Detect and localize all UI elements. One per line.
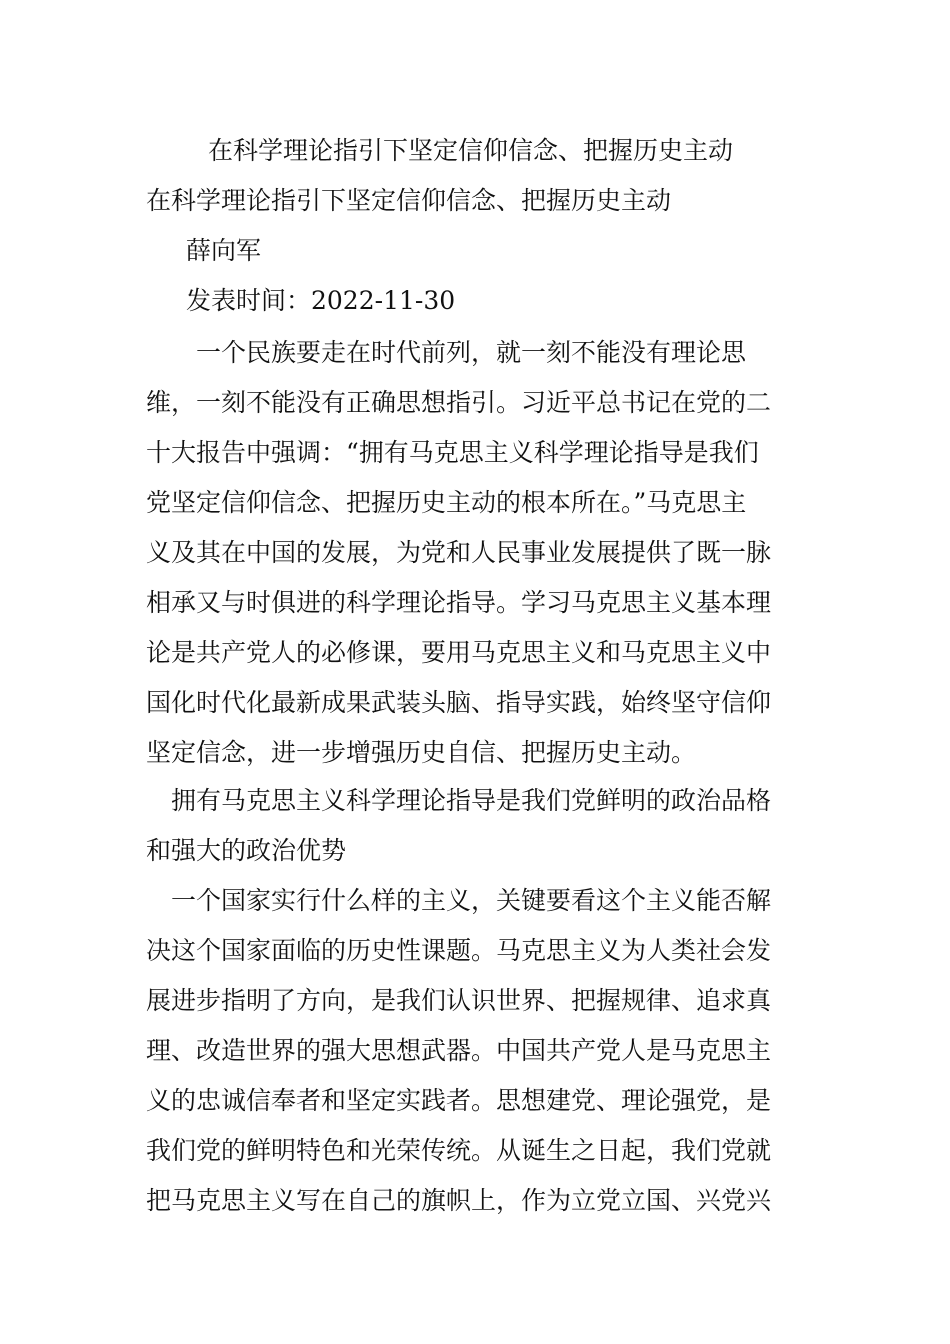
body-line: 党坚定信仰信念、把握历史主动的根本所在。”马克思主 bbox=[146, 488, 747, 517]
body-line: 坚定信念，进一步增强历史自信、把握历史主动。 bbox=[146, 738, 697, 767]
body-line: 义的忠诚信奉者和坚定实践者。思想建党、理论强党，是 bbox=[146, 1086, 772, 1115]
section-heading-line: 拥有马克思主义科学理论指导是我们党鲜明的政治品格 bbox=[146, 786, 772, 815]
document-title: 在科学理论指引下坚定信仰信念、把握历史主动 bbox=[208, 136, 734, 165]
body-line: 决这个国家面临的历史性课题。马克思主义为人类社会发 bbox=[146, 936, 772, 965]
document-subtitle: 在科学理论指引下坚定信仰信念、把握历史主动 bbox=[146, 186, 672, 215]
body-line: 十大报告中强调：“拥有马克思主义科学理论指导是我们 bbox=[146, 438, 759, 467]
body-line: 维，一刻不能没有正确思想指引。习近平总书记在党的二 bbox=[146, 388, 772, 417]
body-line: 一个国家实行什么样的主义，关键要看这个主义能否解 bbox=[146, 886, 772, 915]
body-line: 国化时代化最新成果武装头脑、指导实践，始终坚守信仰 bbox=[146, 688, 772, 717]
body-line: 把马克思主义写在自己的旗帜上，作为立党立国、兴党兴 bbox=[146, 1186, 772, 1215]
body-line: 展进步指明了方向，是我们认识世界、把握规律、追求真 bbox=[146, 986, 772, 1015]
body-line: 我们党的鲜明特色和光荣传统。从诞生之日起，我们党就 bbox=[146, 1136, 772, 1165]
body-line: 论是共产党人的必修课，要用马克思主义和马克思主义中 bbox=[146, 638, 772, 667]
body-line: 相承又与时俱进的科学理论指导。学习马克思主义基本理 bbox=[146, 588, 772, 617]
body-line: 义及其在中国的发展，为党和人民事业发展提供了既一脉 bbox=[146, 538, 772, 567]
body-line: 一个民族要走在时代前列，就一刻不能没有理论思 bbox=[146, 338, 747, 367]
publish-time: 发表时间：2022-11-30 bbox=[186, 286, 456, 315]
body-line: 理、改造世界的强大思想武器。中国共产党人是马克思主 bbox=[146, 1036, 772, 1065]
author-name: 薛向军 bbox=[186, 236, 262, 265]
section-heading-line: 和强大的政治优势 bbox=[146, 836, 347, 865]
